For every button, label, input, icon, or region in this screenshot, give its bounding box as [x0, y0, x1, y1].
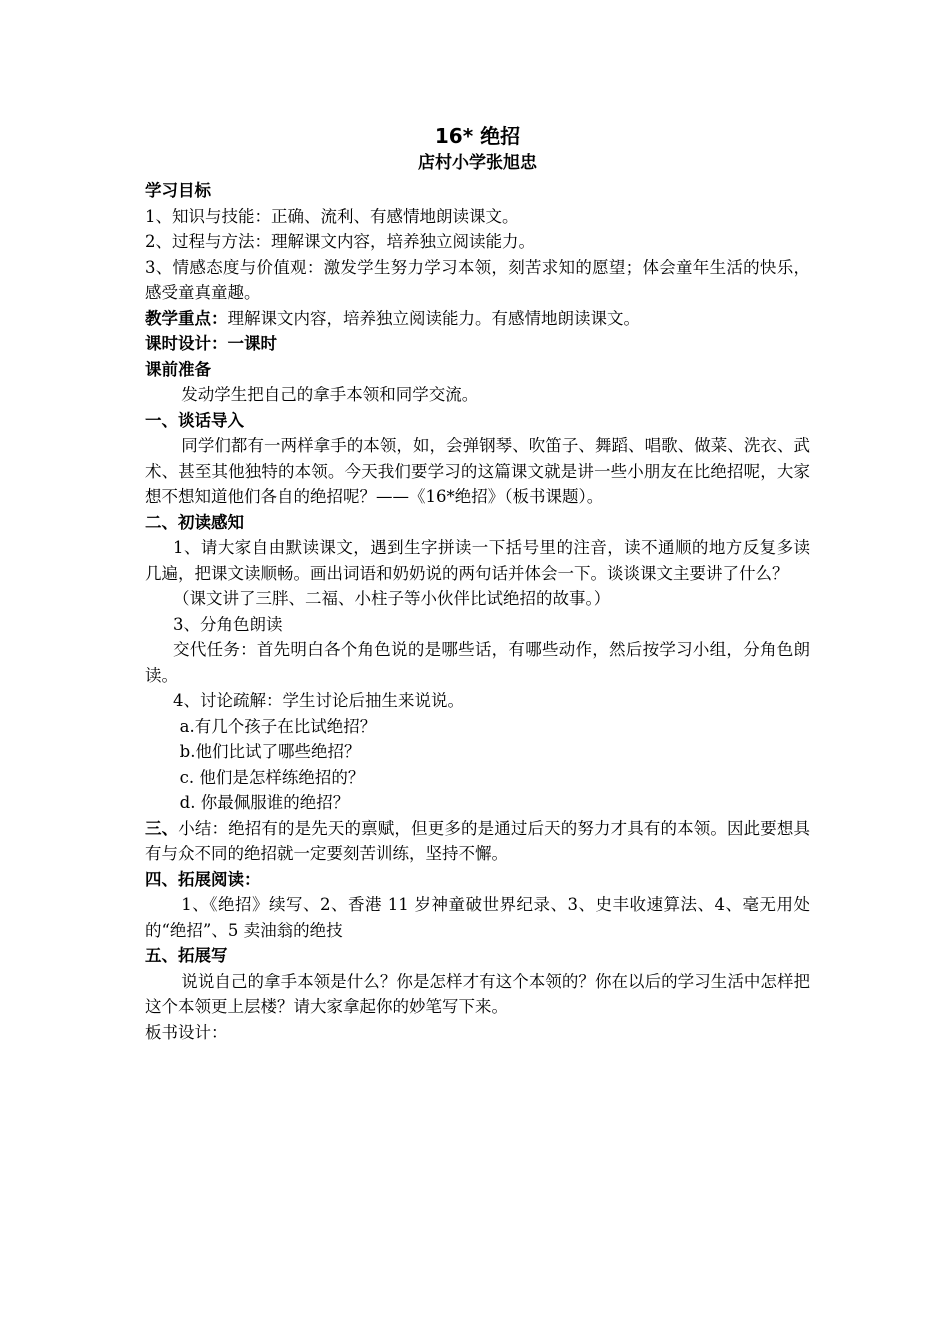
section-2-para-1: 1、请大家自由默读课文，遇到生字拼读一下括号里的注音，读不通顺的地方反复多读几遍，把课文读顺畅。画出词语和奶奶说的两句话并体会一下。谈谈课文主要讲了什么？: [145, 538, 810, 583]
question-c: c. 他们是怎样练绝招的？: [179, 767, 365, 787]
key-points-text: 理解课文内容，培养独立阅读能力。有感情地朗读课文。: [227, 308, 640, 328]
board-design: 板书设计：: [145, 1022, 228, 1042]
goal-1: 1、知识与技能：正确、流利、有感情地朗读课文。: [145, 206, 519, 226]
section-5-text: 说说自己的拿手本领是什么？你是怎样才有这个本领的？你在以后的学习生活中怎样把这个本领更上层楼？请大家拿起你的妙笔写下来。: [145, 971, 810, 1016]
lesson-plan-page: [145, 122, 810, 1045]
section-3-label: 三、: [145, 818, 179, 838]
section-2-heading: 二、初读感知: [145, 512, 244, 532]
section-1-text: 同学们都有一两样拿手的本领，如，会弹钢琴、吹笛子、舞蹈、唱歌、做菜、洗衣、武术、甚至其他独特的本领。今天我们要学习的这篇课文就是讲一些小朋友在比绝招呢，大家想不想知道他们各自的绝招呢？——《16*绝招》（板书课题）。: [145, 436, 810, 506]
key-points-label: 教学重点：: [145, 308, 228, 328]
doc-title: 16* 绝招: [434, 124, 521, 148]
goal-2: 2、过程与方法：理解课文内容，培养独立阅读能力。: [145, 232, 535, 251]
section-5-heading: 五、拓展写: [145, 946, 228, 965]
section-1-heading: 一、谈话导入: [145, 410, 244, 430]
key-points: [145, 306, 810, 332]
section-3: [145, 816, 810, 867]
period-heading: 课时设计：一课时: [145, 334, 277, 353]
goal-3: 3、情感态度与价值观：激发学生努力学习本领，刻苦求知的愿望；体会童年生活的快乐，感受童真童趣。: [145, 257, 810, 302]
section-2-para-2: （课文讲了三胖、二福、小柱子等小伙伴比试绝招的故事。）: [173, 589, 611, 608]
prep-text: 发动学生把自己的拿手本领和同学交流。: [181, 385, 479, 404]
section-2-para-4: 交代任务：首先明白各个角色说的是哪些话，有哪些动作，然后按学习小组，分角色朗读。: [145, 640, 810, 685]
section-2-para-3: 3、分角色朗读: [173, 614, 283, 634]
question-b: b.他们比试了哪些绝招？: [179, 742, 361, 761]
question-a: a.有几个孩子在比试绝招？: [179, 716, 377, 736]
prep-heading: 课前准备: [145, 359, 211, 379]
section-4-heading: 四、拓展阅读：: [145, 869, 261, 889]
section-2-para-5: 4、讨论疏解：学生讨论后抽生来说说。: [173, 691, 465, 710]
doc-author: 店村小学张旭忠: [418, 153, 537, 173]
question-d: d. 你最佩服谁的绝招？: [179, 793, 350, 812]
section-3-text: 小结：绝招有的是先天的禀赋，但更多的是通过后天的努力才具有的本领。因此要想具有与众不同的绝招就一定要刻苦训练，坚持不懈。: [145, 818, 811, 863]
section-4-text: 1、《绝招》续写、2、香港 11 岁神童破世界纪录、3、史丰收速算法、4、毫无用处的“绝招”、5 卖油翁的绝技: [145, 895, 810, 940]
goals-heading: 学习目标: [145, 181, 211, 200]
